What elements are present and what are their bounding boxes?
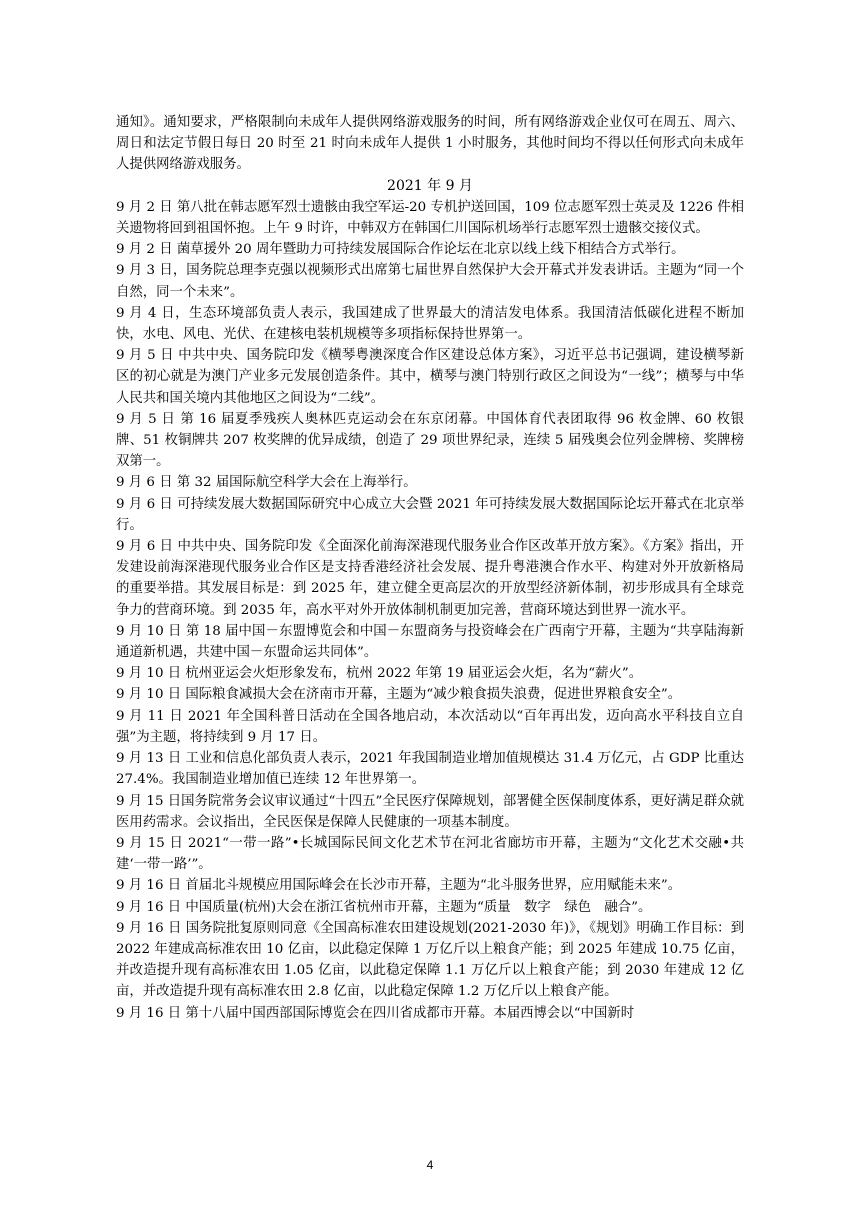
entry-paragraph: 9 月 16 日 首届北斗规模应用国际峰会在长沙市开幕，主题为“北斗服务世界，应用赋能未来”。: [116, 878, 682, 894]
entry-paragraph: 9 月 5 日 中共中央、国务院印发《横琴粤澳深度合作区建设总体方案》，习近平总书记强调，建设横琴新区的初心就是为澳门产业多元发展创造条件。其中，横琴与澳门特别行政区之间设为“一线”；横琴与中华人民共和国关境内其他地区之间设为“二线”。: [116, 348, 744, 406]
entry-paragraph: 9 月 5 日 第 16 届夏季残疾人奥林匹克运动会在东京闭幕。中国体育代表团取得 96 枚金牌、60 枚银牌、51 枚铜牌共 207 枚奖牌的优异成绩，创造了 29 项世界纪录，连续 5 届残奥会位列金牌榜、奖牌榜双第一。: [116, 411, 744, 470]
entry-paragraph: 9 月 15 日国务院常务会议审议通过“十四五”全民医疗保障规划，部署健全医保制度体系，更好满足群众就医用药需求。会议指出，全民医保是保障人民健康的一项基本制度。: [116, 793, 744, 830]
entry-paragraph: 9 月 16 日 第十八届中国西部国际博览会在四川省成都市开幕。本届西博会以“中国新时: [116, 1005, 635, 1021]
entry-paragraph: 9 月 6 日 可持续发展大数据国际研究中心成立大会暨 2021 年可持续发展大数据国际论坛开幕式在北京举行。: [116, 496, 744, 533]
entry-paragraph: 9 月 3 日，国务院总理李克强以视频形式出席第七届世界自然保护大会开幕式并发表讲话。主题为“同一个自然，同一个未来”。: [116, 263, 744, 300]
entry-paragraph: 9 月 10 日 国际粮食减损大会在济南市开幕，主题为“减少粮食损失浪费，促进世界粮食安全”。: [116, 687, 682, 703]
entry-paragraph: 9 月 15 日 2021“一带一路”•长城国际民间文化艺术节在河北省廊坊市开幕，主题为“文化艺术交融•共建‘一带一路’”。: [116, 835, 744, 873]
entry-paragraph: 9 月 6 日 中共中央、国务院印发《全面深化前海深港现代服务业合作区改革开放方案》。《方案》指出，开发建设前海深港现代服务业合作区是支持香港经济社会发展、提升粤港澳合作水平、构建对外开放新格局的重要举措。其发展目标是：到 2025 年，建立健全更高层次的开放型经济新体制，初步形成具有全球竞争力的营商环境。到 2035 年，高水平对外开放体制机制更加完善，营商环境达到世界一流水平。: [116, 539, 744, 618]
entry-paragraph: 9 月 16 日 中国质量(杭州)大会在浙江省杭州市开幕，主题为“质量 数字 绿色 融合”。: [116, 899, 652, 915]
entry-paragraph: 9 月 11 日 2021 年全国科普日活动在全国各地启动，本次活动以“百年再出发，迈向高水平科技自立自强”为主题，将持续到 9 月 17 日。: [116, 708, 744, 745]
entry-paragraph: 9 月 6 日 第 32 届国际航空科学大会在上海举行。: [116, 475, 417, 491]
page-content: [116, 112, 744, 1024]
section-heading: 2021 年 9 月: [387, 177, 473, 194]
entry-paragraph: 9 月 16 日 国务院批复原则同意《全国高标准农田建设规划(2021-2030 年)》，《规划》明确工作目标：到 2022 年建成高标准农田 10 亿亩，以此稳定保障 1 万亿斤以上粮食产能；到 2025 年建成 10.75 亿亩，并改造提升现有高标准农田 1.05 亿亩，以此稳定保障 1.1 万亿斤以上粮食产能；到 2030 年建成 12 亿亩，并改造提升现有高标准农田 2.8 亿亩，以此稳定保障 1.2 万亿斤以上粮食产能。: [116, 920, 744, 1000]
entry-paragraph: 9 月 4 日，生态环境部负责人表示，我国建成了世界最大的清洁发电体系。我国清洁低碳化进程不断加快，水电、风电、光伏、在建核电装机规模等多项指标保持世界第一。: [116, 305, 744, 343]
page-number: 4: [426, 1158, 434, 1172]
entry-paragraph: 9 月 13 日 工业和信息化部负责人表示，2021 年我国制造业增加值规模达 31.4 万亿元，占 GDP 比重达 27.4%。我国制造业增加值已连续 12 年世界第一。: [116, 751, 744, 788]
intro-paragraph: 通知》。通知要求，严格限制向未成年人提供网络游戏服务的时间，所有网络游戏企业仅可在周五、周六、周日和法定节假日每日 20 时至 21 时向未成年人提供 1 小时服务，其他时间均不得以任何形式向未成年人提供网络游戏服务。: [116, 115, 744, 173]
entry-paragraph: 9 月 10 日 杭州亚运会火炬形象发布，杭州 2022 年第 19 届亚运会火炬，名为“薪火”。: [116, 666, 643, 682]
entry-paragraph: 9 月 2 日 菌草援外 20 周年暨助力可持续发展国际合作论坛在北京以线上线下相结合方式举行。: [116, 242, 685, 258]
entry-paragraph: 9 月 10 日 第 18 届中国－东盟博览会和中国－东盟商务与投资峰会在广西南宁开幕，主题为“共享陆海新通道新机遇，共建中国－东盟命运共同体”。: [116, 623, 744, 661]
entry-paragraph: 9 月 2 日 第八批在韩志愿军烈士遗骸由我空军运-20 专机护送回国，109 位志愿军烈士英灵及 1226 件相关遗物将回到祖国怀抱。上午 9 时许，中韩双方在韩国仁川国际机场举行志愿军烈士遗骸交接仪式。: [116, 199, 744, 237]
